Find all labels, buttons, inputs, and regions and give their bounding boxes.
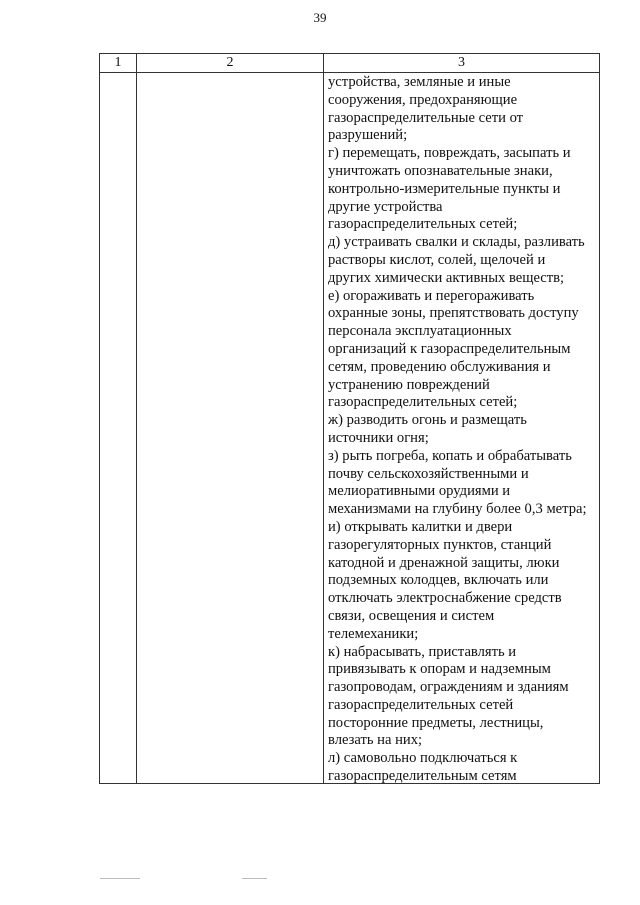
text-line: контрольно-измерительные пункты и: [328, 180, 561, 197]
page-number: 39: [313, 10, 327, 25]
scan-artifact: [242, 878, 267, 879]
column-divider: [136, 54, 137, 783]
scan-artifact: [100, 878, 140, 879]
text-line: механизмами на глубину более 0,3 метра;: [328, 501, 587, 518]
text-line: г) перемещать, повреждать, засыпать и: [328, 145, 571, 162]
text-line: сооружения, предохраняющие: [328, 91, 518, 108]
column-3-text: [328, 74, 597, 786]
text-line: ж) разводить огонь и размещать: [328, 412, 527, 429]
header-col-3: 3: [458, 55, 465, 70]
text-line: персонала эксплуатационных: [328, 323, 512, 340]
header-divider: [100, 72, 599, 73]
text-line: газораспределительных сетей;: [328, 216, 518, 233]
text-line: газораспределительные сети от: [328, 109, 524, 126]
text-line: телемеханики;: [328, 625, 419, 642]
text-line: и) открывать калитки и двери: [328, 518, 513, 535]
content-table: [99, 53, 600, 784]
text-line: л) самовольно подключаться к: [328, 750, 518, 767]
text-line: влезать на них;: [328, 732, 423, 749]
text-line: отключать электроснабжение средств: [328, 590, 562, 607]
text-line: устранению повреждений: [328, 376, 490, 393]
text-line: сетям, проведению обслуживания и: [328, 358, 551, 375]
text-line: газорегуляторных пунктов, станций: [328, 536, 552, 553]
text-line: организаций к газораспределительным: [328, 340, 571, 357]
text-line: газораспределительных сетей: [328, 696, 514, 713]
text-line: е) огораживать и перегораживать: [328, 287, 535, 304]
text-line: привязывать к опорам и надземным: [328, 661, 551, 678]
column-divider: [323, 54, 324, 783]
text-line: источники огня;: [328, 429, 429, 446]
header-col-1: 1: [114, 55, 122, 70]
text-line: д) устраивать свалки и склады, разливать: [328, 234, 585, 251]
text-line: катодной и дренажной защиты, люки: [328, 554, 560, 571]
text-line: устройства, земляные и иные: [328, 74, 511, 90]
text-line: к) набрасывать, приставлять и: [328, 643, 517, 660]
header-col-2: 2: [226, 55, 234, 70]
text-line: разрушений;: [328, 127, 408, 144]
text-line: связи, освещения и систем: [328, 607, 495, 624]
text-line: других химически активных веществ;: [328, 269, 565, 286]
text-line: охранные зоны, препятствовать доступу: [328, 305, 579, 322]
text-line: уничтожать опознавательные знаки,: [328, 162, 553, 179]
text-line: мелиоративными орудиями и: [328, 483, 511, 500]
text-line: газопроводам, ограждениям и зданиям: [328, 679, 569, 696]
text-line: газораспределительных сетей;: [328, 394, 518, 411]
text-line: з) рыть погреба, копать и обрабатывать: [328, 447, 572, 464]
text-line: другие устройства: [328, 198, 443, 215]
text-line: растворы кислот, солей, щелочей и: [328, 251, 546, 268]
text-line: газораспределительным сетям: [328, 768, 517, 785]
text-line: почву сельскохозяйственными и: [328, 465, 529, 482]
text-line: посторонние предметы, лестницы,: [328, 714, 544, 731]
text-line: подземных колодцев, включать или: [328, 572, 549, 589]
